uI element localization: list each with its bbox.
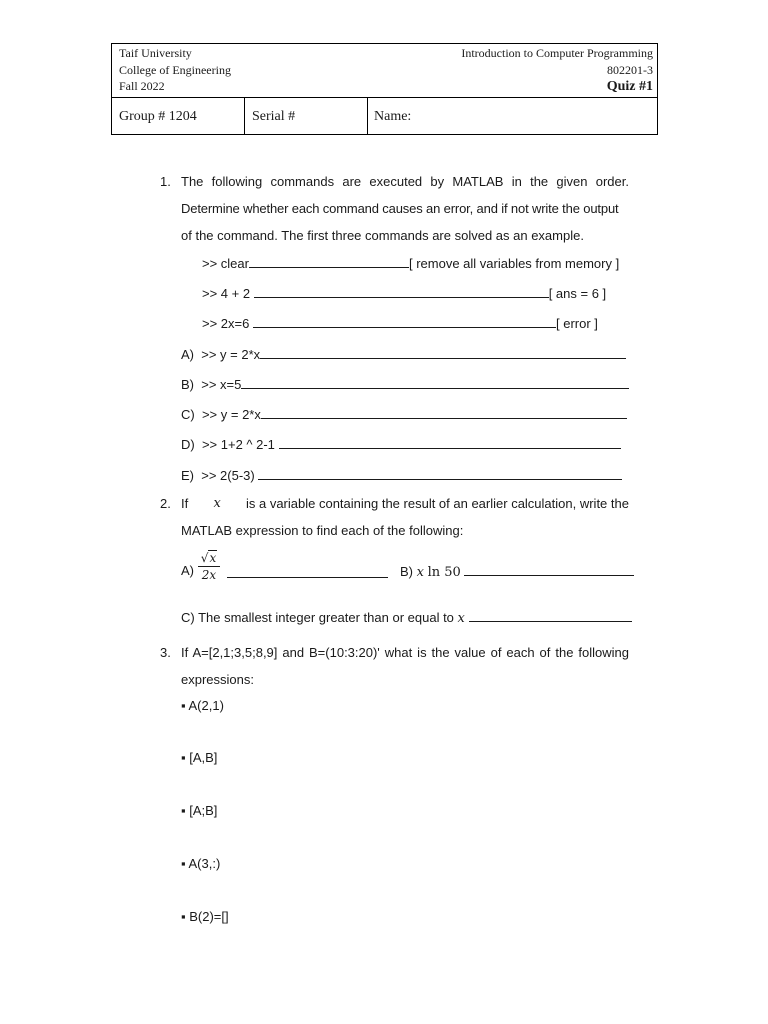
q3-item: ▪ A(3,:) [181,856,221,871]
sqrt-fraction: $\frac{√x}{2x}$ [198,551,220,582]
item-label: D) [181,437,195,452]
q2-if: If [181,496,189,511]
example-command: >> clear [202,256,249,271]
university-name: Taif University [119,46,192,60]
answer-blank[interactable] [464,563,634,576]
q2-b-label: B) [400,564,413,579]
answer-blank[interactable] [261,406,627,419]
q2-c-row [181,609,632,627]
q2-c-text: C) The smallest integer greater than or equal to [181,610,454,625]
example-row [202,255,619,272]
q2-variable: x [213,496,221,511]
answer-blank[interactable] [469,609,632,622]
item-command: >> x=5 [201,377,242,392]
example-answer: [ error ] [555,316,598,331]
q3-number: 3. [160,645,171,660]
course-block [461,45,653,95]
term: Fall 2022 [119,79,165,93]
q2-line-2: MATLAB expression to find each of the following: [181,523,464,538]
q3-line-1: If A=[2,1;3,5;8,9] and B=(10:3:20)' what is the value of each of the following [181,645,629,660]
q1-item-e [181,467,622,484]
answer-blank[interactable] [260,346,626,359]
example-answer: [ remove all variables from memory ] [408,256,620,271]
q3-line-2: expressions: [181,672,254,687]
answer-blank[interactable] [227,565,388,578]
group-cell: Group # 1204 [112,98,245,135]
q2-b-variable: x [416,565,424,580]
serial-cell: Serial # [245,98,368,135]
q3-item: ▪ [A,B] [181,750,218,765]
example-command: >> 2x=6 [202,316,250,331]
q1-line-2: Determine whether each command causes an error, and if not write the output [181,201,619,216]
q2-a-label: A) [181,563,194,578]
example-answer: [ ans = 6 ] [548,286,607,301]
item-label: A) [181,347,194,362]
q3-item: ▪ [A;B] [181,803,218,818]
institution-block [119,45,231,95]
item-label: E) [181,468,194,483]
q1-number: 1. [160,174,171,189]
header-fields-row [112,98,657,135]
answer-blank[interactable] [258,467,622,480]
q2-c-variable: x [457,611,465,626]
example-row [202,285,629,302]
q2-number: 2. [160,496,171,511]
answer-blank[interactable] [253,315,556,328]
q2-b-function: ln 50 [427,565,461,580]
answer-blank[interactable] [279,436,621,449]
q1-item-b [181,376,629,393]
course-code: 802201-3 [607,62,653,77]
q2-line-1-rest: is a variable containing the result of an earlier calculation, write the [245,496,629,511]
answer-blank[interactable] [249,255,409,268]
college-name: College of Engineering [119,62,231,77]
quiz-header [111,43,658,135]
item-command: >> y = 2*x [201,407,261,422]
example-row [202,315,598,332]
example-command: >> 4 + 2 [202,286,251,301]
fraction-numerator: x [209,551,217,565]
name-cell[interactable]: Name: [374,109,412,124]
q2-b-row [400,563,634,581]
item-command: >> 1+2 ^ 2-1 [201,437,275,452]
item-label: C) [181,407,195,422]
item-command: >> y = 2*x [201,347,261,362]
q3-item: ▪ B(2)=[] [181,909,229,924]
q1-item-d [181,436,621,453]
quiz-title: Quiz #1 [606,79,653,94]
course-title: Introduction to Computer Programming [461,46,653,60]
q1-line-3: of the command. The first three commands are solved as an example. [181,228,584,243]
answer-blank[interactable] [254,285,549,298]
answer-blank[interactable] [241,376,629,389]
item-command: >> 2(5-3) [201,468,255,483]
header-top-row [112,44,657,98]
q1-item-a [181,346,626,363]
q1-line-1: The following commands are executed by MATLAB in the given order. [181,174,629,189]
item-label: B) [181,377,194,392]
fraction-denominator: 2x [201,568,217,582]
q3-item: ▪ A(2,1) [181,698,224,713]
q2-line-1 [181,496,629,512]
q1-item-c [181,406,627,423]
